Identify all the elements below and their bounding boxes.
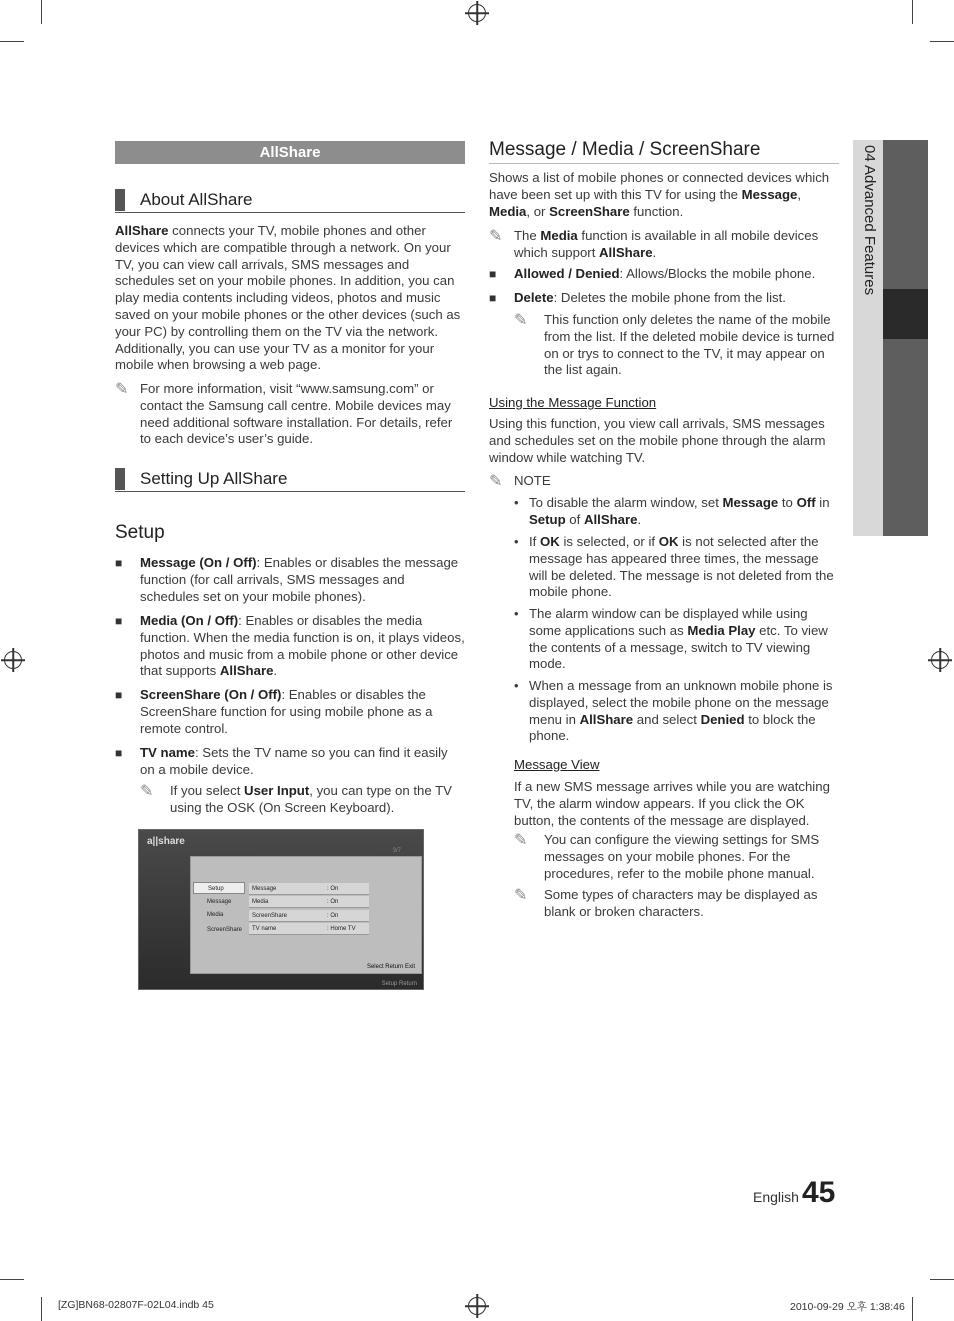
message-view-body: If a new SMS message arrives while you are watching TV, the alarm window appears. If you click the OK button, the contents of the message are displayed. [514, 779, 830, 828]
bullet-text: in [815, 495, 830, 510]
crop-mark [41, 0, 42, 24]
side-tab-current [883, 289, 928, 339]
bullet-bold: OK [540, 534, 560, 549]
setup-item-text: : Enables or disables the media function. When the media function is on, it plays videos, photos and music from a mobile phone or other device that supports [140, 613, 465, 679]
note-bullet [514, 495, 839, 529]
setup-item-message [115, 555, 465, 605]
message-view-heading: Message View [514, 757, 600, 772]
setup-note-text: If you select [170, 783, 245, 798]
item-text: : Allows/Blocks the mobile phone. [619, 266, 816, 281]
right-note1 [489, 228, 839, 262]
note-pencil-icon: ✎ [140, 783, 154, 800]
intro-bold: Media [489, 203, 527, 219]
bullet-bold: AllShare [583, 511, 638, 527]
using-body: Using this function, you view call arrivals, SMS messages and schedules set on the mobile phone through the alarm window while watching TV. [489, 416, 826, 465]
bullet-bold: Media Play [687, 622, 756, 638]
section-bar: AllShare [115, 141, 465, 164]
bullet-bold: AllShare [579, 711, 634, 727]
setup-item-bold: Media (On / Off) [140, 613, 239, 628]
delete-note-text: This function only deletes the name of the mobile from the list. If the deleted mobile device is turned on or trys to connect to the TV, it may appear on the list again. [544, 312, 835, 378]
intro-text: function. [629, 203, 684, 219]
right-heading: Message / Media / ScreenShare [489, 139, 839, 164]
dot-bullet-icon: • [514, 606, 519, 621]
about-body [115, 223, 465, 374]
item-bold: Delete [514, 290, 554, 305]
intro-bold: ScreenShare [549, 203, 630, 219]
note-bullet [514, 534, 839, 601]
note-bullet [514, 606, 839, 673]
setting-up-heading-text: Setting Up AllShare [140, 469, 288, 488]
right-item-allowed [489, 266, 839, 283]
setup-item-bold: ScreenShare (On / Off) [140, 687, 282, 702]
note-bold: AllShare [599, 244, 653, 260]
setup-note-bold: User Input [244, 783, 310, 798]
tv-dialog-footer: Select Return Exit [366, 964, 415, 970]
dot-bullet-icon: • [514, 534, 519, 549]
view-note-text: Some types of characters may be displayed as blank or broken characters. [544, 887, 818, 919]
tv-row[interactable] [249, 923, 369, 935]
intro-text: Shows a list of mobile phones or connected devices which have been set up with this TV for using the [489, 170, 830, 202]
setup-item-bold: TV name [140, 745, 195, 760]
heading-marker [115, 468, 125, 490]
tv-menu-item-screenshare[interactable]: ScreenShare [207, 927, 243, 933]
item-text: : Deletes the mobile phone from the list. [553, 290, 786, 305]
setup-item-text: . [273, 663, 278, 679]
crop-mark [930, 1279, 954, 1280]
tv-page-indicator: 3/7 [392, 848, 401, 854]
tv-row-value: : On [327, 886, 339, 892]
about-note-text: For more information, visit “www.samsung.com” or contact the Samsung call centre. Mobile devices may need additional software installation. For details, refer to each device’s user’s guide. [140, 381, 453, 447]
allshare-logo: a||share [147, 836, 185, 847]
note-pencil-icon: ✎ [489, 228, 503, 245]
tv-menu-item-media[interactable]: Media [207, 912, 224, 918]
crop-mark [0, 1279, 24, 1280]
message-view-note2 [514, 887, 839, 921]
bullet-text: . [637, 511, 642, 527]
note-bold: Media [540, 228, 578, 243]
bullet-text: If [529, 534, 540, 549]
right-intro [489, 170, 839, 220]
setup-item-media [115, 613, 465, 680]
footer-language: English [753, 1189, 799, 1205]
tv-menu-item-setup[interactable]: Setup [193, 882, 245, 894]
note-pencil-icon: ✎ [514, 312, 528, 329]
tv-row[interactable] [249, 896, 369, 908]
crop-mark [0, 41, 24, 42]
bullet-text: etc. To view the contents of a message, switch to TV viewing mode. [529, 622, 828, 672]
dot-bullet-icon: • [514, 678, 519, 693]
square-bullet-icon: ■ [115, 614, 123, 628]
tv-row[interactable] [249, 883, 369, 895]
setup-item-text: : Enables or disables the message function (for call arrivals, SMS messages and schedules set on your mobile phones). [140, 555, 459, 604]
crop-mark [930, 41, 954, 42]
note-bullet [514, 678, 839, 745]
item-bold: Allowed / Denied [514, 266, 620, 281]
footer-file: [ZG]BN68-02807F-02L04.indb 45 [58, 1299, 214, 1311]
tv-row-value: : On [327, 913, 339, 919]
square-bullet-icon: ■ [115, 746, 123, 760]
tv-row-label: Media [252, 899, 269, 905]
heading-marker [115, 189, 125, 211]
right-item-delete-note [514, 312, 839, 379]
bullet-bold: Message [722, 495, 779, 510]
about-body-text: connects your TV, mobile phones and other devices which are compatible through a network. On your TV, you can view call arrivals, SMS messages and schedules set on your mobile phones. In addition, you can play media contents including videos, photos and music saved on your mobile phones or the other devices (such as your PC) by controlling them on the TV via the network. Additionally, you can use your TV as a monitor for your mobile when browsing a web page. [115, 223, 461, 373]
note-pencil-icon: ✎ [514, 887, 528, 904]
tv-setup-dialog [190, 856, 422, 974]
note-text: The [514, 228, 541, 243]
bullet-bold: OK [658, 534, 679, 549]
intro-bold: Message [741, 186, 798, 202]
crop-mark [41, 1297, 42, 1321]
note-label-row [489, 473, 839, 490]
about-heading-text: About AllShare [140, 190, 253, 209]
registration-mark-icon [4, 651, 22, 669]
registration-mark-icon [468, 4, 486, 22]
note-text: . [652, 244, 657, 260]
note-pencil-icon: ✎ [115, 381, 129, 398]
tv-row-label: ScreenShare [252, 913, 288, 919]
view-note-text: You can configure the viewing settings for SMS messages on your mobile phones. For the procedures, refer to the mobile phone manual. [544, 832, 820, 881]
message-view-note1 [514, 832, 839, 882]
bullet-text: to block the phone. [529, 711, 816, 744]
bullet-bold: Denied [700, 711, 745, 727]
tv-row-label: TV name [252, 926, 277, 932]
about-note [115, 381, 465, 448]
tv-bottom-bar: Setup Return [381, 981, 417, 987]
footer-date: 2010-09-29 오후 1:38:46 [790, 1301, 905, 1313]
setup-item-text: : Sets the TV name so you can find it easily on a mobile device. [140, 745, 448, 777]
bullet-text: To disable the alarm window, set [529, 495, 723, 510]
bullet-bold: Off [796, 495, 816, 510]
tv-row-label: Message [252, 886, 277, 892]
setup-note [140, 783, 465, 817]
setup-item-screenshare [115, 687, 465, 737]
bullet-text: and select [633, 711, 701, 727]
about-heading [115, 189, 465, 213]
bullet-text: When a message from an unknown mobile phone is displayed, select the mobile phone on the message menu in [529, 678, 833, 727]
setting-up-heading [115, 468, 465, 492]
square-bullet-icon: ■ [115, 556, 123, 570]
setup-item-bold: AllShare [219, 663, 274, 679]
note-pencil-icon: ✎ [514, 832, 528, 849]
dot-bullet-icon: • [514, 495, 519, 510]
tv-row-value: : Home TV [327, 926, 356, 932]
bullet-text: to [778, 495, 797, 510]
setup-item-tvname [115, 745, 465, 779]
intro-text: , [797, 186, 802, 202]
setup-heading: Setup [115, 522, 165, 543]
bullet-text: The alarm window can be displayed while using some applications such as [529, 606, 808, 638]
crop-mark [912, 0, 913, 24]
tv-menu-item-message[interactable]: Message [207, 899, 232, 905]
bullet-text: is selected, or if [559, 534, 659, 549]
about-body-bold: AllShare [115, 223, 169, 238]
tv-row-value: : On [327, 899, 339, 905]
note-text: function is available in all mobile devices which support [514, 228, 819, 260]
tv-row[interactable] [249, 910, 369, 922]
bullet-bold: Setup [529, 511, 566, 527]
square-bullet-icon: ■ [489, 291, 497, 305]
note-pencil-icon: ✎ [489, 473, 503, 490]
setup-note-text: , you can type on the TV using the OSK (On Screen Keyboard). [170, 783, 452, 815]
registration-mark-icon [931, 651, 949, 669]
crop-mark [912, 1297, 913, 1321]
using-heading: Using the Message Function [489, 395, 657, 410]
registration-mark-icon [468, 1297, 486, 1315]
bullet-text: of [565, 511, 584, 527]
chapter-tab-label: 04 Advanced Features [861, 145, 878, 296]
square-bullet-icon: ■ [489, 267, 497, 281]
tv-screenshot [138, 829, 424, 990]
note-label: NOTE [514, 473, 551, 488]
page-number: 45 [802, 1176, 836, 1209]
square-bullet-icon: ■ [115, 688, 123, 702]
right-item-delete [489, 290, 839, 307]
intro-text: , or [526, 203, 550, 219]
setup-item-bold: Message (On / Off) [140, 555, 257, 570]
bullet-text: is not selected after the message has appeared three times, the message will be deleted. The message is not deleted from the mobile phone. [529, 534, 834, 600]
setup-item-text: : Enables or disables the ScreenShare function for using mobile phone as a remote control. [140, 687, 433, 736]
